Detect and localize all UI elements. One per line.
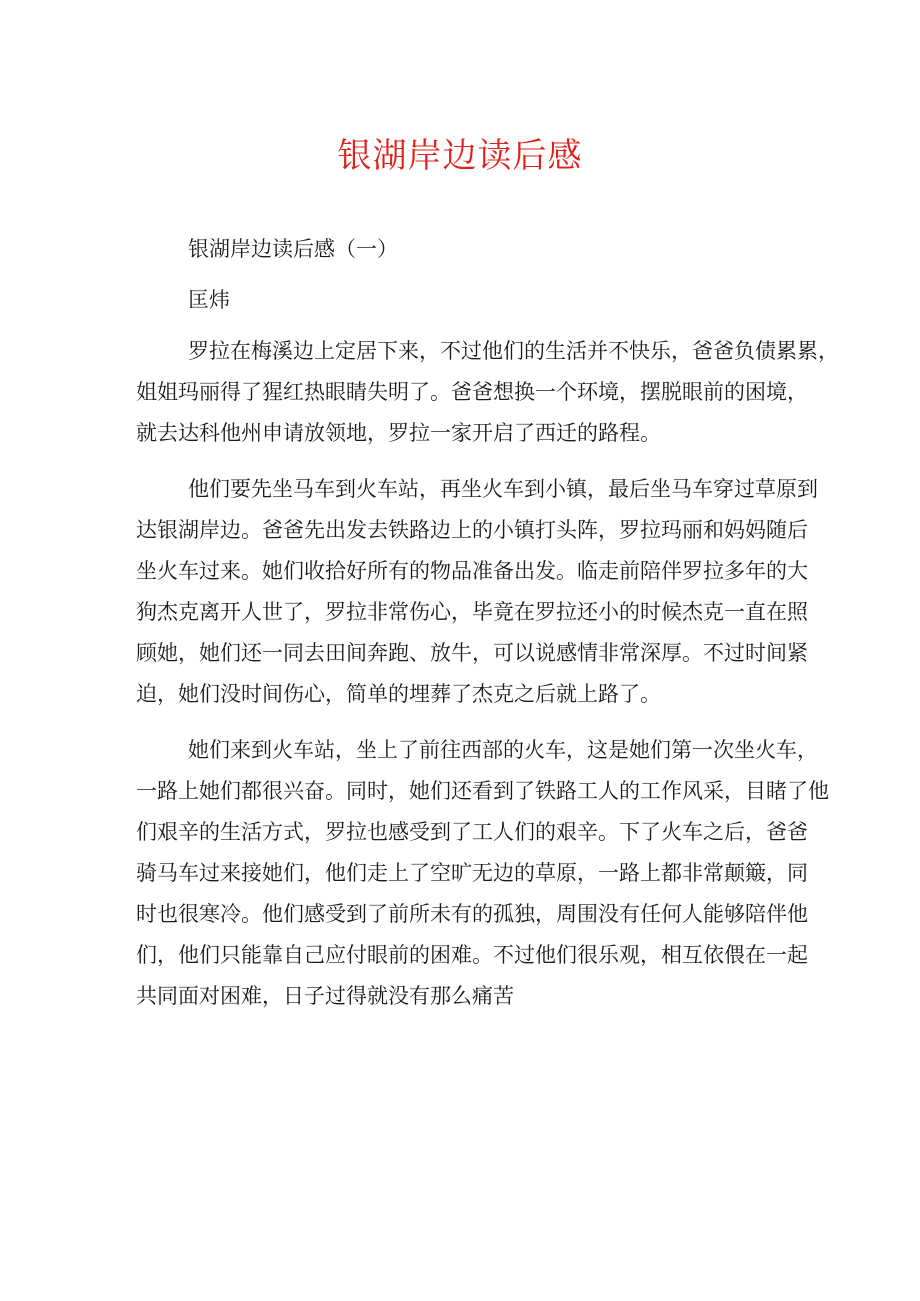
paragraph-2 bbox=[136, 469, 818, 715]
paragraph-line: 顾她，她们还一同去田间奔跑、放牛，可以说感情非常深厚。不过时间紧 bbox=[136, 641, 808, 665]
paragraph-line: 就去达科他州申请放领地，罗拉一家开启了西迁的路程。 bbox=[136, 421, 661, 445]
document-title: 银湖岸边读后感 bbox=[337, 136, 583, 176]
paragraph-1 bbox=[136, 331, 839, 454]
paragraph-line: 他们要先坐马车到火车站，再坐火车到小镇，最后坐马车穿过草原到 bbox=[188, 477, 818, 501]
paragraph-line: 骑马车过来接她们，他们走上了空旷无边的草原，一路上都非常颠簸，同 bbox=[136, 861, 808, 885]
document-body bbox=[136, 229, 839, 1017]
paragraph-line: 们艰辛的生活方式，罗拉也感受到了工人们的艰辛。下了火车之后，爸爸 bbox=[136, 820, 808, 844]
paragraph-line: 坐火车过来。她们收拾好所有的物品准备出发。临走前陪伴罗拉多年的大 bbox=[136, 559, 808, 583]
subtitle: 银湖岸边读后感（一） bbox=[188, 237, 398, 261]
paragraph-line: 罗拉在梅溪边上定居下来，不过他们的生活并不快乐，爸爸负债累累， bbox=[188, 339, 839, 363]
author: 匡炜 bbox=[188, 288, 230, 312]
paragraph-3 bbox=[136, 730, 829, 1017]
paragraph-line: 们，他们只能靠自己应付眼前的困难。不过他们很乐观，相互依偎在一起 bbox=[136, 943, 808, 967]
paragraph-line: 共同面对困难，日子过得就没有那么痛苦 bbox=[136, 984, 514, 1008]
paragraph-line: 达银湖岸边。爸爸先出发去铁路边上的小镇打头阵，罗拉玛丽和妈妈随后 bbox=[136, 518, 808, 542]
paragraph-line: 迫，她们没时间伤心，简单的埋葬了杰克之后就上路了。 bbox=[136, 682, 661, 706]
paragraph-line: 姐姐玛丽得了猩红热眼睛失明了。爸爸想换一个环境，摆脱眼前的困境， bbox=[136, 380, 808, 404]
paragraph-line: 一路上她们都很兴奋。同时，她们还看到了铁路工人的工作风采，目睹了他 bbox=[136, 779, 829, 803]
paragraph-line: 她们来到火车站，坐上了前往西部的火车，这是她们第一次坐火车， bbox=[188, 738, 818, 762]
paragraph-line: 狗杰克离开人世了，罗拉非常伤心，毕竟在罗拉还小的时候杰克一直在照 bbox=[136, 600, 808, 624]
paragraph-line: 时也很寒冷。他们感受到了前所未有的孤独，周围没有任何人能够陪伴他 bbox=[136, 902, 808, 926]
